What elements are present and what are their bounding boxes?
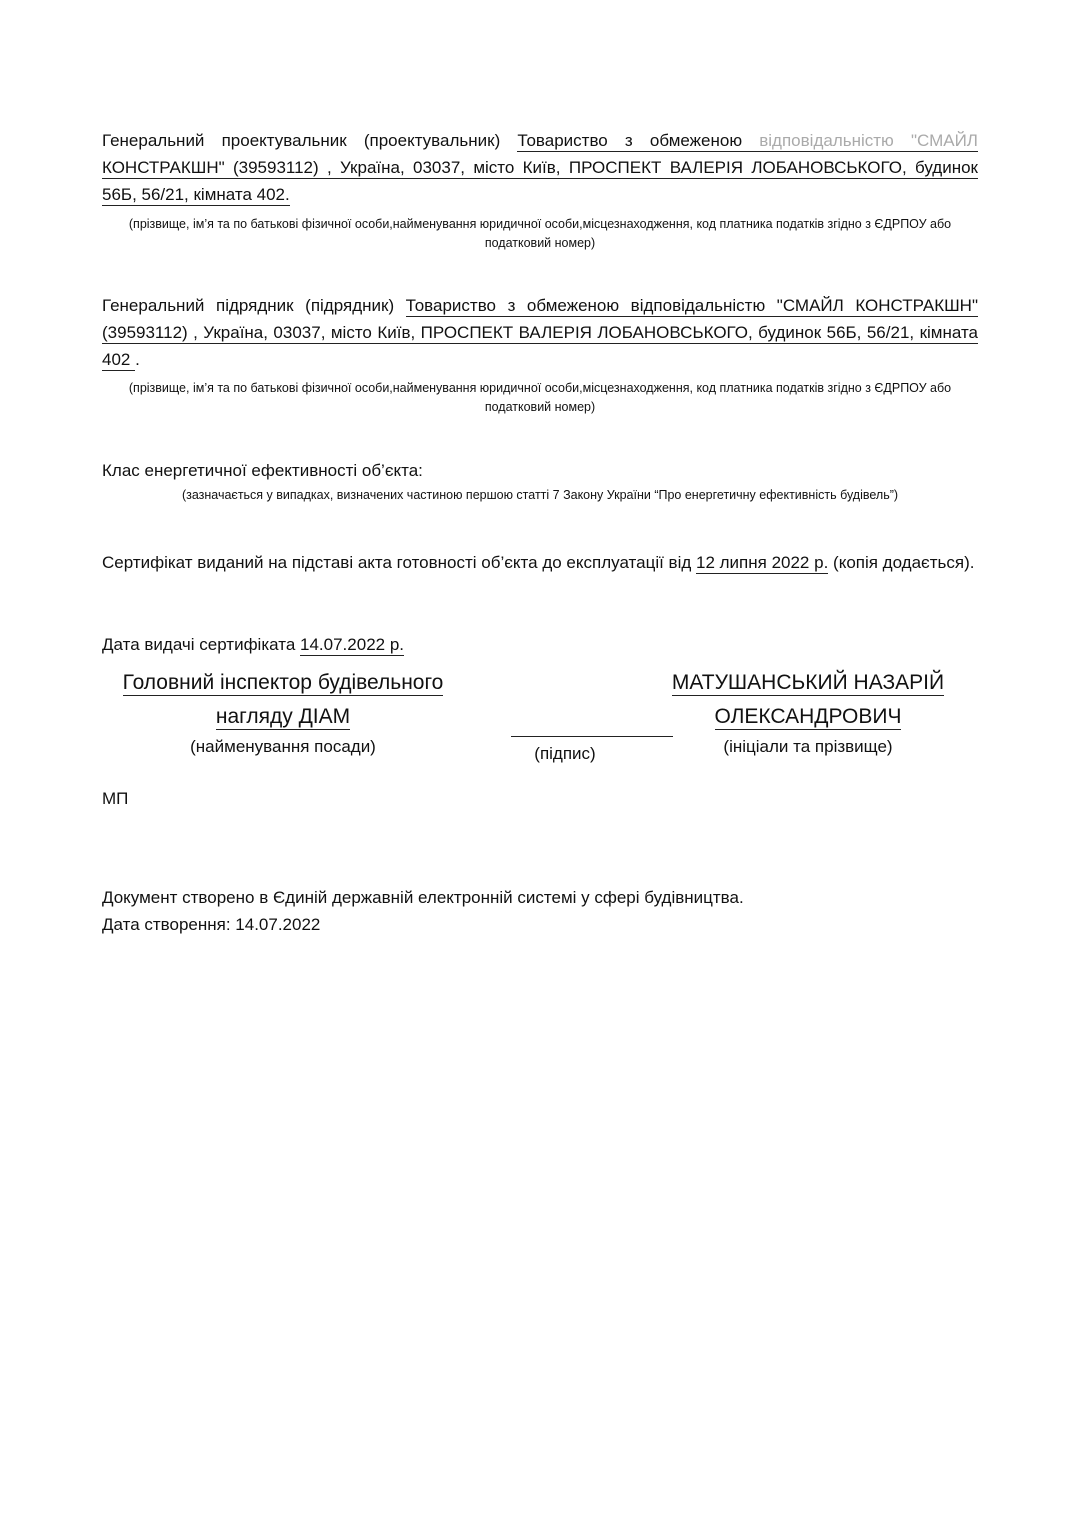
general-contractor-paragraph [102,292,978,373]
signature-name-caption: (ініціали та прізвище) [723,737,893,756]
general-contractor-hint: (прізвище, ім’я та по батькові фізичної особи,найменування юридичної особи,місцезнаходження, код платника податків згідно з ЄДРПОУ або податковий номер) [128,381,952,414]
issue-date-value: 14.07.2022 р. [300,635,404,654]
signature-caption: (підпис) [534,744,596,763]
general-designer-value-part3: КОНСТРАКШН" (39593112) , Україна, 03037, місто Київ, ПРОСПЕКТ ВАЛЕРІЯ ЛОБАНОВСЬКОГО, будинок 56Б, 56/21, кімната 402. [102,158,978,204]
energy-class-hint: (зазначається у випадках, визначених частиною першою статті 7 Закону України “Про енергетичну ефективність будівель”) [181,488,899,502]
general-designer-section [102,127,978,253]
signature-name-column [648,666,968,758]
issue-date-section [102,631,978,658]
footer-created-in: Документ створено в Єдиній державній електронній системі у сфері будівництва. [102,888,744,907]
signature-name-line1: МАТУШАНСЬКИЙ НАЗАРІЙ [671,671,945,694]
footer-created-date: 14.07.2022 [235,915,321,934]
general-contractor-section [102,292,978,417]
certificate-basis-paragraph [102,549,978,576]
stamp-label: МП [102,789,129,808]
footer-created-date-label: Дата створення: [102,915,231,934]
general-contractor-label: Генеральний підрядник (підрядник) [102,296,395,315]
general-designer-label: Генеральний проектувальник (проектувальник) [102,131,501,150]
certificate-basis-prefix: Сертифікат виданий на підставі акта готовності об’єкта до експлуатації від [102,553,692,572]
certificate-basis-date: 12 липня 2022 р. [696,553,829,572]
general-designer-paragraph [102,127,978,208]
certificate-basis-section [102,549,978,576]
issue-date-label: Дата видачі сертифіката [102,635,296,654]
general-designer-value-part1: Товариство з обмеженою [517,131,760,150]
general-designer-value-part2: відповідальністю "СМАЙЛ [759,131,978,150]
signature-position-line2: нагляду ДІАМ [215,705,351,728]
footer-created-date-line [102,911,320,938]
general-contractor-suffix: . [135,350,140,369]
issue-date-paragraph [102,631,978,658]
signature-name-line2: ОЛЕКСАНДРОВИЧ [714,705,902,728]
signature-position-caption: (найменування посади) [190,737,376,756]
signature-position-column [98,666,468,758]
certificate-basis-suffix: (копія додається). [833,553,975,572]
signature-position-line1: Головний інспектор будівельного [122,671,444,694]
general-contractor-value: Товариство з обмеженою відповідальністю "СМАЙЛ КОНСТРАКШН" (39593112) , Україна, 03037, місто Київ, ПРОСПЕКТ ВАЛЕРІЯ ЛОБАНОВСЬКОГО, будинок 56Б, 56/21, кімната 402 [102,296,978,369]
energy-class-label: Клас енергетичної ефективності об’єкта: [102,461,423,480]
energy-class-section [102,457,978,505]
general-designer-hint: (прізвище, ім’я та по батькові фізичної особи,найменування юридичної особи,місцезнаходження, код платника податків згідно з ЄДРПОУ або податковий номер) [128,217,952,250]
